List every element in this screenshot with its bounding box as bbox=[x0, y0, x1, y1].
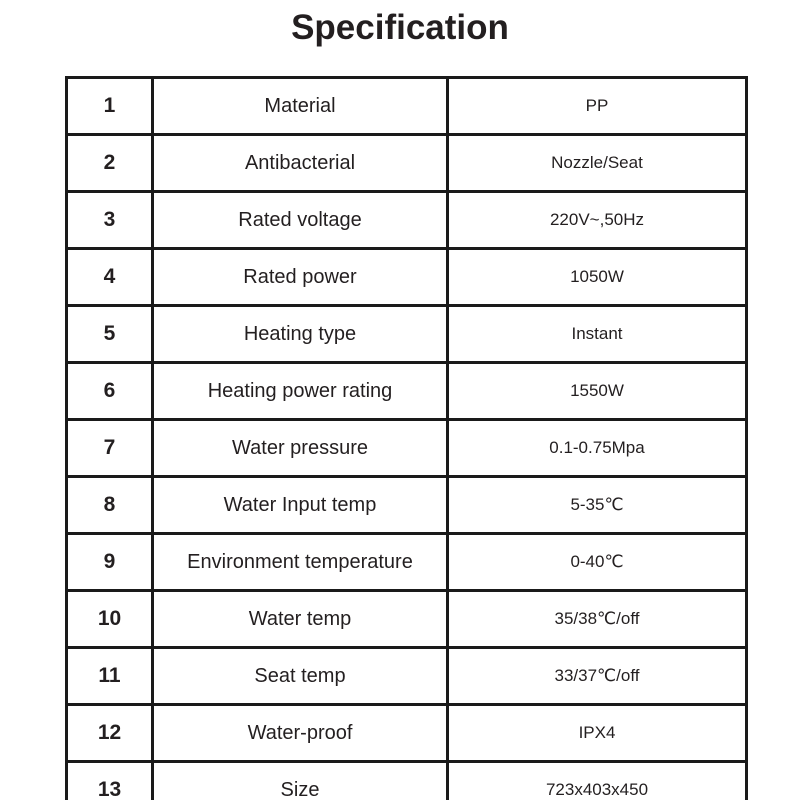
table-row bbox=[67, 591, 747, 648]
value-cell: 0.1-0.75Mpa bbox=[448, 420, 747, 477]
value-cell: 0-40℃ bbox=[448, 534, 747, 591]
property-cell: Antibacterial bbox=[153, 135, 448, 192]
row-number-cell: 10 bbox=[67, 591, 153, 648]
row-number-cell: 6 bbox=[67, 363, 153, 420]
value-cell: PP bbox=[448, 78, 747, 135]
property-cell: Rated voltage bbox=[153, 192, 448, 249]
row-number-cell: 3 bbox=[67, 192, 153, 249]
value-cell: 35/38℃/off bbox=[448, 591, 747, 648]
value-cell: IPX4 bbox=[448, 705, 747, 762]
row-number-cell: 12 bbox=[67, 705, 153, 762]
table-row bbox=[67, 135, 747, 192]
specification-table bbox=[65, 76, 748, 800]
value-cell: 1550W bbox=[448, 363, 747, 420]
property-cell: Material bbox=[153, 78, 448, 135]
specification-table-body bbox=[67, 78, 747, 800]
row-number-cell: 2 bbox=[67, 135, 153, 192]
property-cell: Heating power rating bbox=[153, 363, 448, 420]
property-cell: Rated power bbox=[153, 249, 448, 306]
value-cell: 723x403x450 bbox=[448, 762, 747, 800]
property-cell: Environment temperature bbox=[153, 534, 448, 591]
table-row bbox=[67, 306, 747, 363]
row-number-cell: 9 bbox=[67, 534, 153, 591]
property-cell: Water Input temp bbox=[153, 477, 448, 534]
value-cell: 5-35℃ bbox=[448, 477, 747, 534]
property-cell: Seat temp bbox=[153, 648, 448, 705]
table-row bbox=[67, 762, 747, 800]
row-number-cell: 8 bbox=[67, 477, 153, 534]
row-number-cell: 7 bbox=[67, 420, 153, 477]
value-cell: 220V~,50Hz bbox=[448, 192, 747, 249]
table-row bbox=[67, 705, 747, 762]
value-cell: 1050W bbox=[448, 249, 747, 306]
table-row bbox=[67, 192, 747, 249]
row-number-cell: 4 bbox=[67, 249, 153, 306]
table-row bbox=[67, 477, 747, 534]
table-row bbox=[67, 648, 747, 705]
property-cell: Heating type bbox=[153, 306, 448, 363]
property-cell: Size bbox=[153, 762, 448, 800]
table-row bbox=[67, 78, 747, 135]
row-number-cell: 1 bbox=[67, 78, 153, 135]
table-row bbox=[67, 420, 747, 477]
property-cell: Water temp bbox=[153, 591, 448, 648]
table-row bbox=[67, 534, 747, 591]
row-number-cell: 13 bbox=[67, 762, 153, 800]
row-number-cell: 5 bbox=[67, 306, 153, 363]
value-cell: Nozzle/Seat bbox=[448, 135, 747, 192]
table-row bbox=[67, 249, 747, 306]
value-cell: 33/37℃/off bbox=[448, 648, 747, 705]
table-row bbox=[67, 363, 747, 420]
property-cell: Water pressure bbox=[153, 420, 448, 477]
row-number-cell: 11 bbox=[67, 648, 153, 705]
page-title: Specification bbox=[291, 8, 509, 47]
property-cell: Water-proof bbox=[153, 705, 448, 762]
value-cell: Instant bbox=[448, 306, 747, 363]
